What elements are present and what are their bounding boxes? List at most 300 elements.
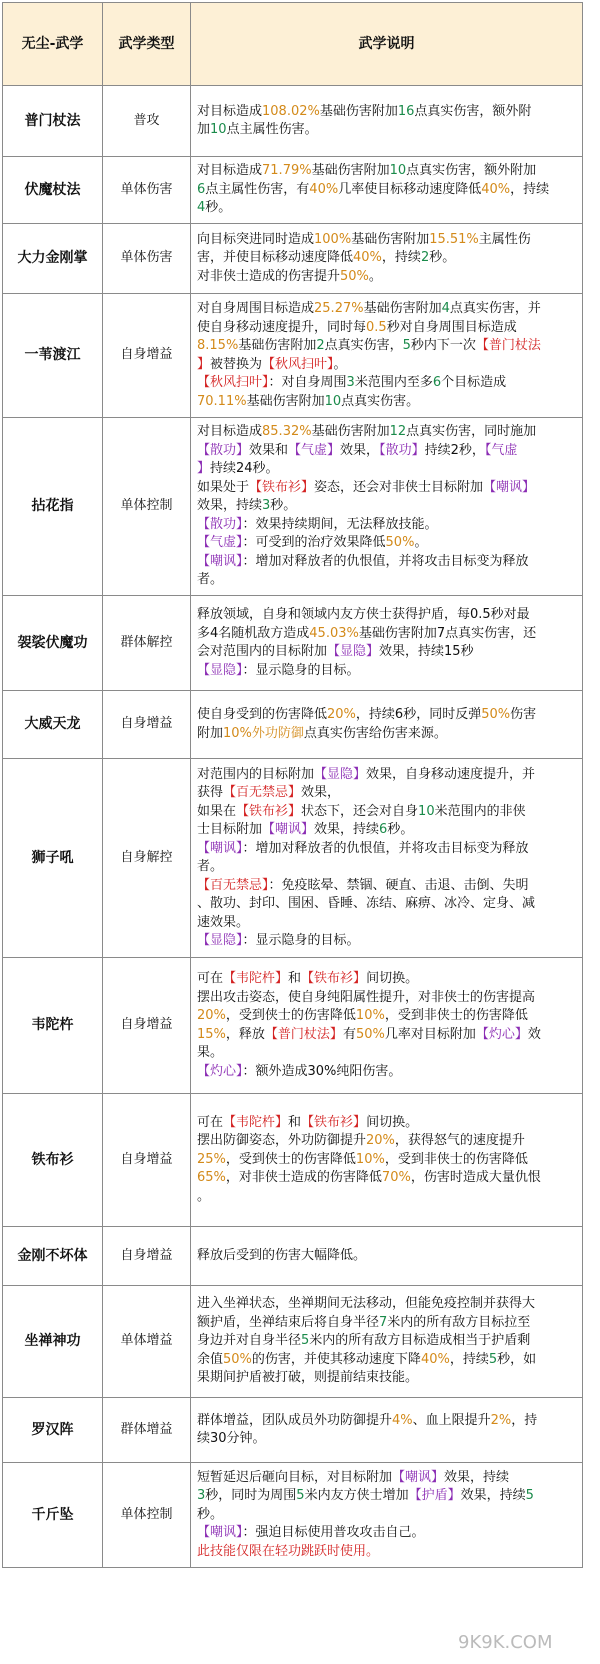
skill-description — [191, 224, 583, 294]
description-text: 加 — [197, 122, 211, 137]
highlight-text: 4% — [392, 1412, 413, 1428]
description-text: 基础伤害附加 — [363, 301, 442, 316]
description-text: 效果，自身移动速度提升，并 — [366, 766, 536, 782]
highlight-text: 10 — [418, 803, 435, 819]
description-text: 如果在 — [197, 803, 237, 819]
description-line — [197, 970, 578, 989]
description-text: ：显示隐身的目标。 — [242, 933, 360, 948]
description-text: ：增加对释放者的仇恨值，并将攻击目标变为释放 — [242, 840, 529, 856]
description-text: 身边并对自身半径 — [197, 1333, 302, 1349]
description-text: 间切换。 — [366, 971, 419, 986]
description-text: 点真实伤害， — [324, 338, 403, 353]
highlight-text: 】 — [197, 356, 211, 372]
skill-description — [191, 958, 583, 1094]
highlight-text: 15.51% — [429, 231, 479, 247]
description-text: ，持续 — [510, 181, 550, 197]
description-text: 果。 — [197, 1045, 224, 1060]
skill-type: 群体增益 — [103, 1398, 191, 1463]
highlight-text: 25% — [197, 1151, 226, 1167]
skill-name: 拈花指 — [3, 418, 103, 596]
highlight-text: 【散功】 — [197, 442, 250, 458]
highlight-text: 15% — [197, 1026, 226, 1042]
table-row — [3, 86, 583, 157]
description-text: 会对范围内的目标附加 — [197, 644, 328, 659]
skill-description — [191, 759, 583, 958]
highlight-text: 【灼心】 — [475, 1026, 528, 1042]
skill-type: 单体伤害 — [103, 224, 191, 294]
description-text: 主属性伤 — [478, 231, 531, 247]
description-text: ，持 — [511, 1412, 538, 1428]
skill-description — [191, 691, 583, 759]
highlight-text: 40% — [353, 250, 382, 266]
skill-type: 自身增益 — [103, 1227, 191, 1286]
skill-type: 普攻 — [103, 86, 191, 157]
skill-name: 韦陀杵 — [3, 958, 103, 1094]
highlight-text: 【秋风扫叶】 — [197, 375, 269, 390]
description-line — [197, 534, 578, 553]
description-text: 速效果。 — [197, 914, 250, 930]
description-line — [197, 1487, 578, 1506]
skill-description — [191, 157, 583, 224]
table-row — [3, 691, 583, 759]
description-text: 士目标附加 — [197, 822, 263, 837]
description-line — [197, 393, 578, 412]
highlight-text: 5 — [296, 1488, 305, 1504]
description-text: 对非侠士造成的伤害提升 — [197, 268, 341, 284]
description-text: 点主属性伤害。 — [226, 122, 318, 137]
description-line — [197, 423, 578, 442]
description-line — [197, 1026, 578, 1045]
header-desc: 武学说明 — [191, 3, 583, 86]
table-row — [3, 596, 583, 691]
skill-name: 千斤坠 — [3, 1463, 103, 1568]
description-line — [197, 1114, 578, 1133]
description-line — [197, 1469, 578, 1488]
skill-description — [191, 1463, 583, 1568]
table-row — [3, 224, 583, 294]
description-text: 间切换。 — [366, 1114, 419, 1130]
highlight-text: 20% — [197, 1008, 226, 1023]
description-text: 向目标突进同时造成 — [197, 231, 315, 247]
description-line — [197, 249, 578, 268]
highlight-text: 50% — [481, 707, 511, 722]
highlight-text: 】 — [197, 461, 211, 477]
description-text: 对目标造成 — [197, 103, 263, 119]
description-line — [197, 571, 578, 590]
skill-name: 伏魔杖法 — [3, 157, 103, 224]
description-text: 、血上限提升 — [412, 1412, 491, 1428]
highlight-text: 40% — [481, 181, 511, 197]
highlight-text: 【韦陀杵】 — [223, 1114, 289, 1130]
description-text: 的伤害，并使其移动速度下降 — [251, 1351, 421, 1367]
highlight-text: 40% — [420, 1351, 450, 1367]
description-line — [197, 356, 578, 375]
description-line — [197, 374, 578, 393]
highlight-text: 5 — [525, 1488, 534, 1504]
highlight-text: 10% — [355, 1008, 385, 1023]
description-text: ，受到非侠士的伤害降低 — [384, 1151, 528, 1167]
highlight-text: 【铁布衫】 — [301, 1114, 367, 1130]
highlight-text: 10 — [324, 393, 342, 409]
description-text: 效果， — [301, 785, 341, 800]
description-text: ，获得怒气的速度提升 — [394, 1133, 525, 1149]
skill-type: 群体解控 — [103, 596, 191, 691]
description-text: ，受到侠士的伤害降低 — [225, 1151, 356, 1167]
description-line — [197, 914, 578, 933]
description-text: 和 — [288, 971, 302, 986]
description-text: 余值 — [197, 1351, 224, 1367]
header-type: 武学类型 — [103, 3, 191, 86]
description-text: 。 — [414, 535, 428, 551]
description-text: 几率使目标移动速度降低 — [338, 181, 482, 197]
table-row — [3, 1463, 583, 1568]
description-line — [197, 643, 578, 662]
description-text: 基础伤害附加 — [311, 163, 390, 179]
description-line — [197, 821, 578, 840]
table-row — [3, 157, 583, 224]
highlight-text: 【普门杖法】 — [264, 1026, 343, 1042]
description-line — [197, 725, 578, 744]
highlight-text: 6 — [432, 375, 442, 390]
highlight-text: 6 — [197, 181, 206, 197]
description-line — [197, 1044, 578, 1063]
highlight-text: 10%外功防御 — [223, 725, 304, 741]
description-text: 使自身移动速度提升，同时每 — [197, 319, 367, 335]
highlight-text: 【嘲讽】 — [197, 1525, 243, 1541]
description-text: 摆出攻击姿态，使自身纯阳属性提升，对非侠士的伤害提高 — [197, 989, 536, 1005]
highlight-text: 108.02% — [262, 103, 320, 119]
description-text: 者。 — [197, 859, 224, 874]
description-text: 秒，同时为周围 — [205, 1488, 297, 1504]
description-line — [197, 337, 578, 356]
skill-name: 普门杖法 — [3, 86, 103, 157]
description-text: 和 — [288, 1114, 302, 1130]
description-text: 进入坐禅状态，坐禅期间无法移动，但能免疫控制并获得大 — [197, 1296, 536, 1312]
skill-description — [191, 1398, 583, 1463]
table-row — [3, 1286, 583, 1398]
description-text: 对自身周围目标造成 — [197, 301, 315, 316]
description-text: 如果处于 — [197, 479, 250, 495]
description-line — [197, 877, 578, 896]
highlight-text: 2 — [316, 338, 325, 353]
highlight-text: 0.5 — [366, 319, 387, 335]
description-line — [197, 497, 578, 516]
skill-name: 大威天龙 — [3, 691, 103, 759]
description-line — [197, 442, 578, 461]
description-text: 点真实伤害，额外附加 — [406, 163, 537, 179]
highlight-text: 【嘲讽】 — [483, 479, 536, 495]
description-line — [197, 516, 578, 535]
description-text: ，受到非侠士的伤害降低 — [384, 1008, 528, 1023]
skill-type: 自身增益 — [103, 691, 191, 759]
table-row — [3, 1227, 583, 1286]
highlight-text: 【普门杖法 — [475, 338, 541, 353]
description-text: 可在 — [197, 971, 224, 986]
description-line — [197, 121, 578, 140]
highlight-text: 【秋风扫叶】 — [262, 356, 334, 372]
highlight-text: 5 — [488, 1351, 498, 1367]
description-text: ，持续6秒，同时反弹 — [355, 707, 482, 722]
skill-name: 一苇渡江 — [3, 294, 103, 418]
description-line — [197, 319, 578, 338]
description-text: 多4名随机敌方造成 — [197, 625, 310, 641]
highlight-text: 【气虚】 — [197, 535, 243, 551]
description-text: ，伤害时造成大量仇恨 — [410, 1170, 541, 1186]
highlight-text: 【散功】 — [197, 516, 243, 532]
description-line — [197, 300, 578, 319]
description-text: 可在 — [197, 1114, 224, 1130]
highlight-text: 8.15% — [197, 338, 239, 353]
description-line — [197, 1151, 578, 1170]
description-text: ：强迫目标使用普攻攻击自己。 — [242, 1525, 425, 1541]
highlight-text: 【铁布衫】 — [249, 479, 315, 495]
description-text: 米内的所有敌方目标拉至 — [387, 1314, 531, 1330]
description-line — [197, 268, 578, 287]
description-text: 米范围内至多 — [354, 375, 433, 390]
description-text: 效果，持续 — [444, 1469, 510, 1485]
description-text: 短暂延迟后砸向目标，对目标附加 — [197, 1469, 393, 1485]
skill-name: 罗汉阵 — [3, 1398, 103, 1463]
description-text: 。 — [197, 1188, 211, 1204]
description-line — [197, 1332, 578, 1351]
description-text: 点真实伤害给伤害来源。 — [303, 725, 447, 741]
description-text: 基础伤害附加 — [311, 424, 390, 440]
highlight-text: 【铁布衫】 — [236, 803, 302, 819]
description-text: 点真实伤害，同时施加 — [406, 424, 537, 440]
highlight-text: 10% — [355, 1151, 385, 1167]
description-text: 害，并使目标移动速度降低 — [197, 250, 354, 266]
skill-description — [191, 596, 583, 691]
description-text: ：显示隐身的目标。 — [242, 662, 360, 678]
description-line — [197, 1169, 578, 1188]
description-text: ，释放 — [225, 1026, 265, 1042]
highlight-text: 【气虚】 — [288, 442, 341, 458]
skill-description — [191, 294, 583, 418]
highlight-text: 85.32% — [262, 424, 312, 440]
highlight-text: 40% — [309, 181, 339, 197]
highlight-text: 【铁布衫】 — [301, 971, 367, 986]
description-text: 释放领域，自身和领域内友方侠士获得护盾，每0.5秒对最 — [197, 607, 530, 622]
table-row — [3, 418, 583, 596]
description-text: ，对非侠士造成的伤害降低 — [225, 1170, 382, 1186]
description-text: 释放后受到的伤害大幅降低。 — [197, 1247, 367, 1263]
description-line — [197, 1247, 578, 1266]
description-text: ：额外造成30%纯阳伤害。 — [242, 1063, 402, 1079]
description-text: ，受到侠士的伤害降低 — [225, 1008, 356, 1023]
skill-type: 自身解控 — [103, 759, 191, 958]
description-line — [197, 553, 578, 572]
description-line — [197, 706, 578, 725]
description-line — [197, 662, 578, 681]
description-text: ：对自身周围 — [268, 375, 347, 390]
skill-type: 单体增益 — [103, 1286, 191, 1398]
highlight-text: 【显隐】 — [197, 662, 243, 678]
description-text: 状态下，还会对自身 — [301, 803, 419, 819]
description-line — [197, 460, 578, 479]
table-row — [3, 1094, 583, 1227]
description-text: 效果， — [340, 442, 380, 458]
description-line — [197, 932, 578, 951]
highlight-text: 2% — [490, 1412, 512, 1428]
description-line — [197, 625, 578, 644]
highlight-text: 25.27% — [314, 301, 364, 316]
description-text: 米范围内的非侠 — [434, 803, 526, 819]
description-text: 续30分钟。 — [197, 1431, 266, 1446]
skill-name: 坐禅神功 — [3, 1286, 103, 1398]
highlight-text: 【百无禁忌】 — [197, 877, 269, 893]
header-name: 无尘-武学 — [3, 3, 103, 86]
highlight-text: 50% — [355, 1026, 385, 1042]
description-text: 果期间护盾被打破，则提前结束技能。 — [197, 1370, 419, 1386]
description-line — [197, 181, 578, 200]
description-text: ：免疫眩晕、禁锢、硬直、击退、击倒、失明 — [268, 877, 529, 893]
description-line — [197, 162, 578, 181]
skill-type: 单体伤害 — [103, 157, 191, 224]
skill-type: 自身增益 — [103, 1094, 191, 1227]
description-text: 姿态，还会对非侠士目标附加 — [314, 479, 484, 495]
highlight-text: 【显隐】 — [197, 933, 243, 948]
description-text: 、散功、封印、围困、昏睡、冻结、麻痹、冰冷、定身、减 — [197, 896, 536, 911]
highlight-text: 4 — [441, 301, 450, 316]
table-body — [3, 86, 583, 1568]
description-text: 对目标造成 — [197, 424, 263, 440]
description-text: 。 — [368, 268, 382, 284]
description-line — [197, 1369, 578, 1388]
description-text: 效果，持续 — [460, 1488, 526, 1504]
highlight-text: 【百无禁忌】 — [223, 785, 302, 800]
description-text: 个目标造成 — [441, 375, 507, 390]
description-line — [197, 766, 578, 785]
description-text: 附加 — [197, 725, 224, 741]
highlight-text: 【护盾】 — [408, 1488, 461, 1504]
description-text: 基础伤害附加 — [351, 231, 430, 247]
description-text: 秒。 — [197, 1506, 224, 1522]
description-text: ：效果持续期间，无法释放技能。 — [242, 516, 438, 532]
description-text: 点真实伤害，额外附 — [414, 103, 532, 119]
description-line — [197, 840, 578, 859]
description-text: 秒。 — [429, 250, 456, 266]
description-text: 米内的所有敌方目标造成相当于护盾剩 — [309, 1333, 531, 1349]
skill-description — [191, 1286, 583, 1398]
description-text: ：增加对释放者的仇恨值，并将攻击目标变为释放 — [242, 553, 529, 569]
description-line — [197, 231, 578, 250]
skill-description — [191, 86, 583, 157]
highlight-text: 6 — [379, 822, 388, 837]
description-text: 秒对自身周围目标造成 — [386, 319, 517, 335]
highlight-text: 65% — [197, 1170, 226, 1186]
description-text: 获得 — [197, 785, 224, 800]
description-line — [197, 1007, 578, 1026]
highlight-text: 【嘲讽】 — [392, 1469, 445, 1485]
description-text: 秒。 — [205, 200, 232, 216]
watermark: 9K9K.COM — [458, 1632, 553, 1653]
description-line — [197, 1412, 578, 1431]
description-line — [197, 1524, 578, 1543]
description-text: ：可受到的治疗效果降低 — [242, 535, 386, 551]
description-text: 效果，持续 — [314, 822, 380, 837]
description-text: 对目标造成 — [197, 163, 263, 179]
highlight-text: 【韦陀杵】 — [223, 971, 289, 986]
description-text: 额护盾，坐禅结束后将自身半径 — [197, 1314, 380, 1330]
description-line — [197, 1430, 578, 1449]
highlight-text: 45.03% — [309, 625, 359, 641]
highlight-text: 3 — [197, 1488, 206, 1504]
description-line — [197, 1543, 578, 1562]
description-text: 群体增益，团队成员外功防御提升 — [197, 1412, 393, 1428]
skill-name: 铁布衫 — [3, 1094, 103, 1227]
description-line — [197, 803, 578, 822]
highlight-text: 10 — [210, 122, 227, 137]
description-text: ，持续 — [381, 250, 421, 266]
highlight-text: 此技能仅限在轻功跳跃时使用。 — [197, 1543, 380, 1559]
description-text: 秒内下一次 — [410, 338, 476, 353]
highlight-text: 70.11% — [197, 393, 247, 409]
skill-type: 单体控制 — [103, 418, 191, 596]
description-text: 秒，如 — [497, 1351, 537, 1367]
description-text: ，持续 — [449, 1351, 489, 1367]
description-line — [197, 1506, 578, 1525]
description-text: 点真实伤害，并 — [449, 301, 541, 316]
description-text: 被替换为 — [210, 356, 263, 372]
description-text: 持续24秒。 — [210, 461, 279, 477]
highlight-text: 70% — [381, 1170, 411, 1186]
description-line — [197, 895, 578, 914]
skill-name: 袈裟伏魔功 — [3, 596, 103, 691]
highlight-text: 50% — [223, 1351, 252, 1367]
highlight-text: 16 — [397, 103, 415, 119]
highlight-text: 71.79% — [262, 163, 312, 179]
table-row — [3, 958, 583, 1094]
description-text: 持续2秒， — [424, 442, 485, 458]
description-text: 点真实伤害。 — [341, 393, 420, 409]
highlight-text: 50% — [340, 268, 369, 284]
highlight-text: 【灼心】 — [197, 1063, 243, 1079]
description-text: 摆出防御姿态，外功防御提升 — [197, 1133, 367, 1149]
description-text: 秒。 — [387, 822, 414, 837]
highlight-text: 7 — [379, 1314, 388, 1330]
description-line — [197, 103, 578, 122]
highlight-text: 100% — [314, 231, 352, 247]
highlight-text: 【显隐】 — [314, 766, 367, 782]
description-line — [197, 1351, 578, 1370]
description-line — [197, 1132, 578, 1151]
highlight-text: 【嘲讽】 — [262, 822, 315, 837]
description-line — [197, 1188, 578, 1207]
description-text: 基础伤害附加 — [319, 103, 398, 119]
description-text: 米内友方侠士增加 — [304, 1488, 409, 1504]
description-text: 点主属性伤害，有 — [205, 181, 310, 197]
description-line — [197, 606, 578, 625]
highlight-text: 【嘲讽】 — [197, 840, 243, 856]
description-text: 效果，持续15秒 — [379, 644, 474, 659]
skill-description — [191, 1227, 583, 1286]
description-line — [197, 1314, 578, 1333]
highlight-text: 12 — [389, 424, 407, 440]
skill-name: 狮子吼 — [3, 759, 103, 958]
description-text: 效 — [527, 1026, 541, 1042]
description-text: 伤害 — [510, 707, 537, 722]
header-row — [3, 3, 583, 86]
skill-type: 单体控制 — [103, 1463, 191, 1568]
description-text: 使自身受到的伤害降低 — [197, 707, 328, 722]
description-text: 者。 — [197, 572, 224, 588]
description-line — [197, 1295, 578, 1314]
highlight-text: 20% — [327, 707, 356, 722]
description-text: 效果和 — [249, 442, 289, 458]
skill-name: 大力金刚掌 — [3, 224, 103, 294]
description-text: 。 — [333, 356, 347, 372]
highlight-text: 3 — [346, 375, 355, 390]
